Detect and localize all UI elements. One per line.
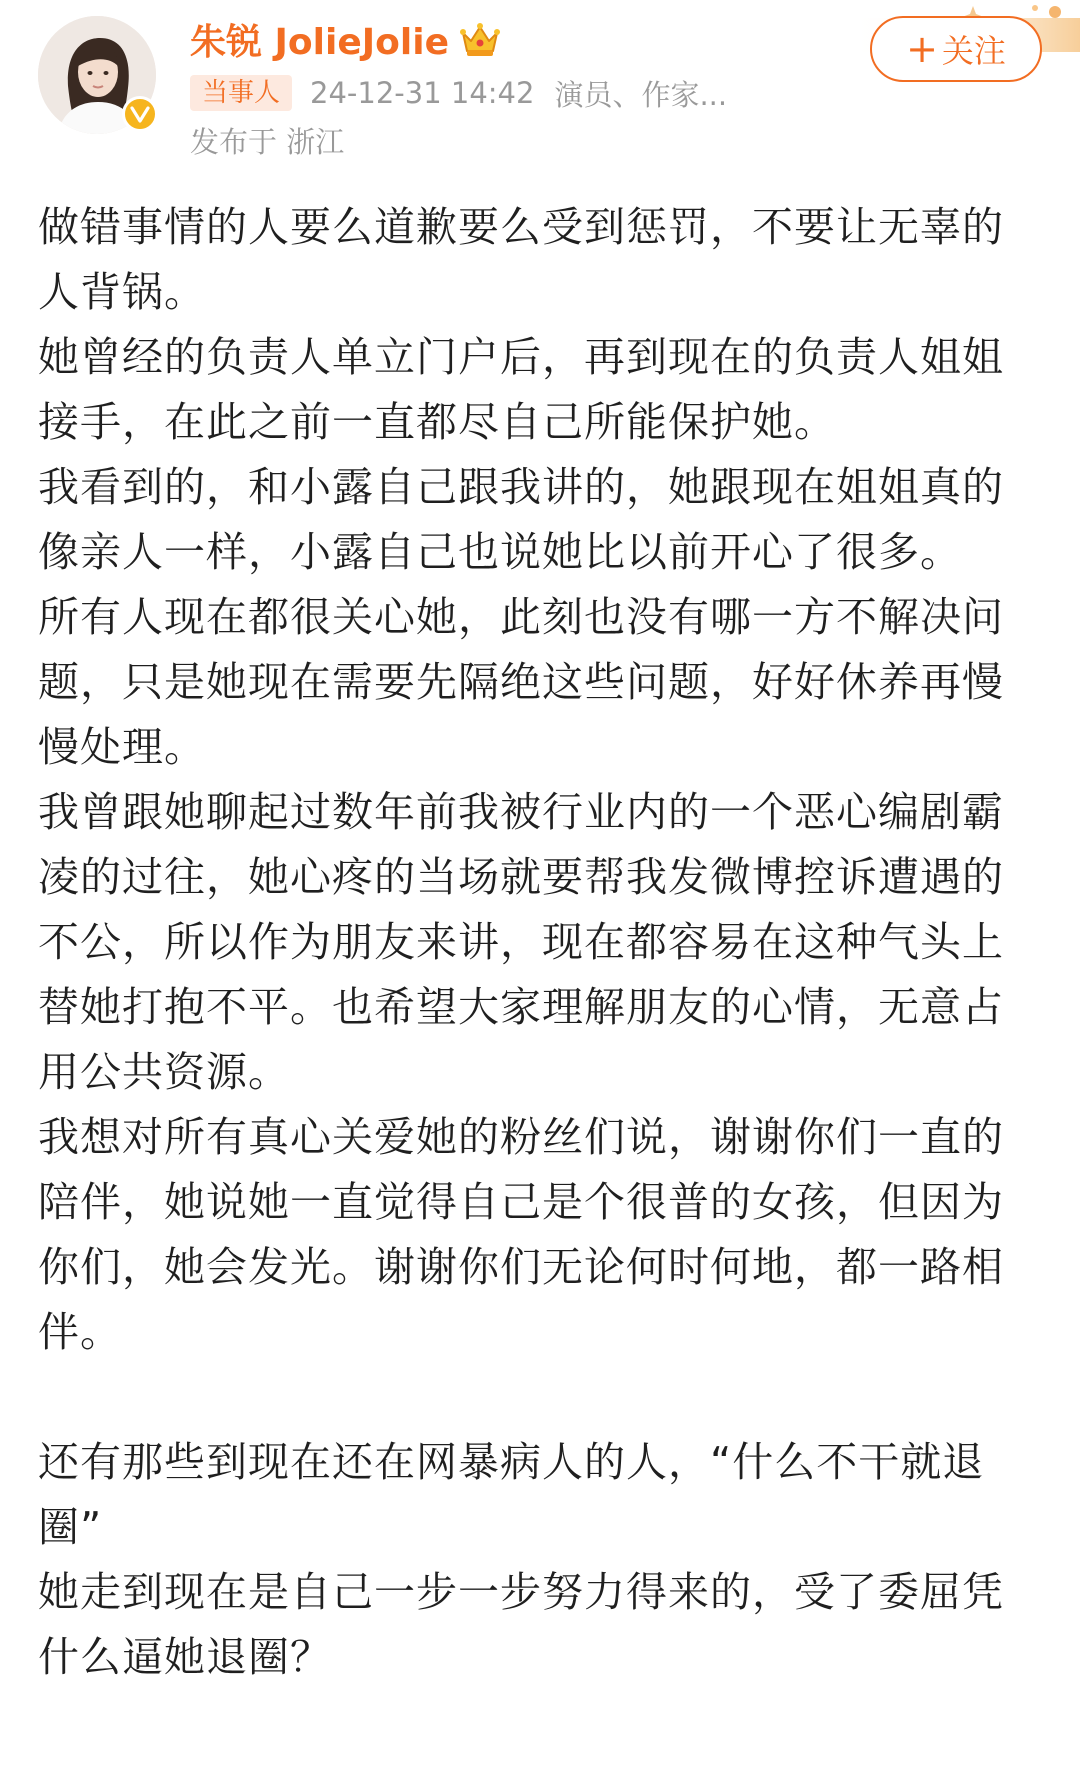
role-badge: 当事人 [190,75,292,111]
crown-icon[interactable] [459,19,501,59]
post-header [0,0,1080,175]
author-avatar[interactable] [38,16,156,134]
verified-v-icon [122,96,158,132]
paragraph: 我曾跟她聊起过数年前我被行业内的一个恶心编剧霸凌的过往，她心疼的当场就要帮我发微博控诉遭遇的不公，所以作为朋友来讲，现在都容易在这种气头上替她打抱不平。也希望大家理解朋友的心情，无意占用公共资源。 [38,788,1004,1096]
paragraph: 她走到现在是自己一步一步努力得来的，受了委屈凭什么逼她退圈？ [38,1568,1004,1681]
post-meta [190,73,727,113]
post-body [38,195,1038,1690]
post-time: 24-12-31 14:42 [310,76,535,110]
paragraph: 还有那些到现在还在网暴病人的人，“什么不干就退圈” [38,1438,985,1551]
paragraph: 做错事情的人要么道歉要么受到惩罚，不要让无辜的人背锅。 [38,203,1004,316]
paragraph: 所有人现在都很关心她，此刻也没有哪一方不解决问题，只是她现在需要先隔绝这些问题，好好休养再慢慢处理。 [38,593,1004,771]
author-description: 演员、作家... [554,77,728,112]
paragraph-spacer [38,1365,1038,1430]
follow-button[interactable] [870,16,1042,82]
post-location: 发布于 浙江 [190,125,345,159]
paragraph: 我想对所有真心关爱她的粉丝们说，谢谢你们一直的陪伴，她说她一直觉得自己是个很普的女孩，但因为你们，她会发光。谢谢你们无论何时何地，都一路相伴。 [38,1113,1004,1356]
plus-icon: + [906,27,938,71]
username-row [190,14,501,64]
follow-label: 关注 [941,32,1006,70]
paragraph: 她曾经的负责人单立门户后，再到现在的负责人姐姐接手，在此之前一直都尽自己所能保护她。 [38,333,1004,446]
author-name[interactable]: 朱锐 JolieJolie [190,21,449,63]
paragraph: 我看到的，和小露自己跟我讲的，她跟现在姐姐真的像亲人一样，小露自己也说她比以前开心了很多。 [38,463,1004,576]
